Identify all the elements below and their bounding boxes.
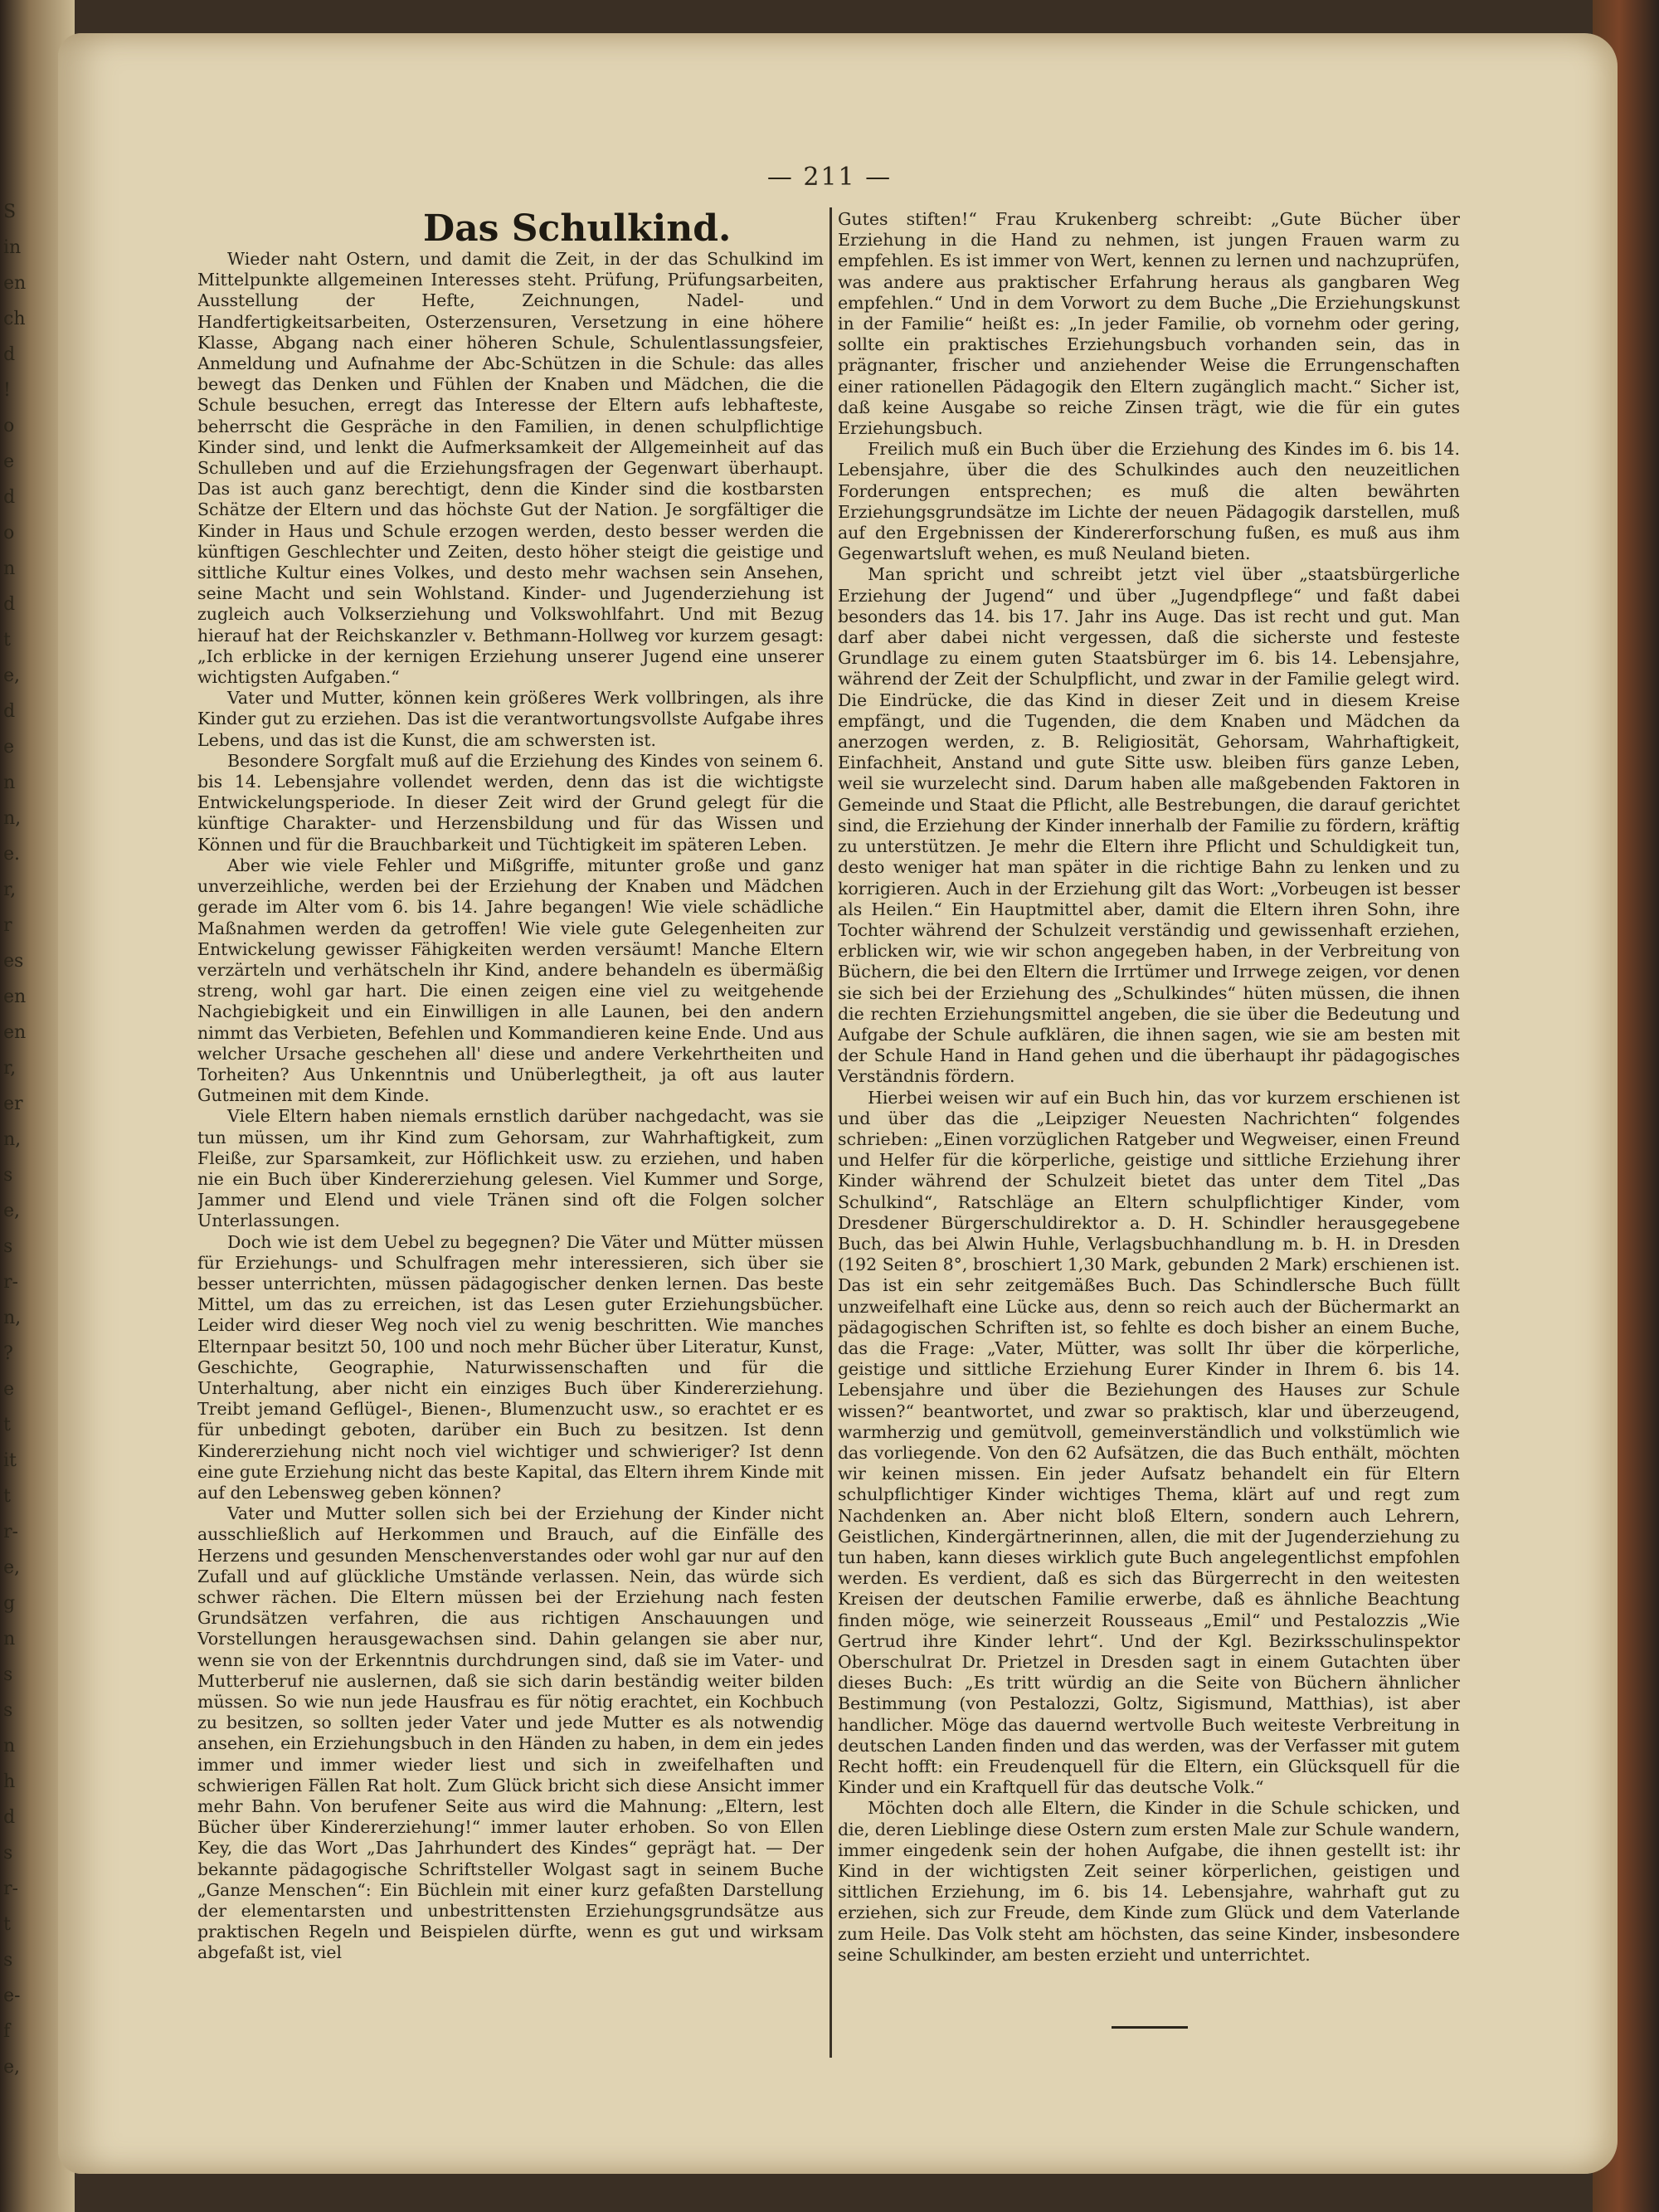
adjacent-page-fragment: ? xyxy=(3,1343,13,1364)
adjacent-page-fragment: r- xyxy=(3,1522,18,1542)
adjacent-page-fragment: e, xyxy=(3,1557,21,1578)
paragraph: Wieder naht Ostern, und damit die Zeit, in der das Schulkind im Mittelpunkte allgemeinen Interesses steht. Prüfung, Prüfungsarbeiten, Ausstellung der Hefte, Zeichnungen, Nadel- und Handfertigkeitsarbeiten, Osterzensuren, Versetzung in eine höhere Klasse, Abgang nach einer höheren Schule, Schulentlassungsfeier, Anmeldung und Aufnahme der Abc-Schützen in die Schule: das alles bewegt das Denken und Fühlen der Knaben und Mädchen, die die Schule besuchen, erregt das Interesse der Eltern aufs lebhafteste, beherrscht die Gespräche in den Familien, in denen schulpflichtige Kinder sind, und lenkt die Aufmerksamkeit der Allgemeinheit auf das Schulleben und auf die Erziehungsfragen der Gegenwart überhaupt. Das ist auch ganz berechtigt, denn die Kinder sind die kostbarsten Schätze der Eltern und das höchste Gut der Nation. Je sorgfältiger die Kinder in Haus und Schule erzogen werden, desto besser werden die künftigen Geschlechter und Zeiten, desto höher steigt die geistige und sittliche Kultur eines Volkes, und desto mehr wachsen sein Ansehen, seine Macht und sein Wohlstand. Kinder- und Jugenderziehung ist zugleich auch Volkserziehung und Volkswohlfahrt. Und mit Bezug hierauf hat der Reichskanzler v. Bethmann-Hollweg vor kurzem gesagt: „Ich erblicke in der kernigen Erziehung unserer Jugend eine unserer wichtigsten Aufgaben.“ xyxy=(197,249,824,688)
adjacent-page-fragment: n, xyxy=(3,808,22,829)
adjacent-page-fragment: d xyxy=(3,1807,16,1828)
paragraph: Vater und Mutter sollen sich bei der Erziehung der Kinder nicht ausschließlich auf Herkommen und Brauch, auf die Einfälle des Herzens und gesunden Menschenverstandes oder wohl gar nur auf den Zufall und auf glückliche Umstände verlassen. Nein, das würde sich schwer rächen. Die Eltern müssen bei der Erziehung nach festen Grundsätzen verfahren, die aus richtigen Anschauungen und Vorstellungen herausgewachsen sind. Dahin gelangen sie aber nur, wenn sie von der Erkenntnis durchdrungen sind, daß sie im Vater- und Mutterberuf nie auslernen, daß sie sich darin beständig weiter bilden müssen. So wie nun jede Hausfrau es für nötig erachtet, ein Kochbuch zu besitzen, so sollten jeder Vater und jede Mutter es als notwendig ansehen, ein Erziehungsbuch in den Händen zu haben, in dem ein jedes immer und immer wieder liest und sich in zweifelhaften und schwierigen Fällen Rat holt. Zum Glück bricht sich diese Ansicht immer mehr Bahn. Von berufener Seite aus wird die Mahnung: „Eltern, lest Bücher über Kindererziehung!“ immer lauter erhoben. So von Ellen Key, die das Wort „Das Jahrhundert des Kindes“ geprägt hat. — Der bekannte pädagogische Schriftsteller Wolgast sagt in seinem Buche „Ganze Menschen“: Ein Büchlein mit einer kurz gefaßten Darstellung der elementarsten und unbestrittensten Erziehungsgrundsätze aus praktischen Regeln und Beispielen dürfte, wenn es gut und wirksam abgefaßt ist, viel xyxy=(197,1503,824,1963)
adjacent-page-fragment: e xyxy=(3,451,15,472)
adjacent-page-fragment: d xyxy=(3,487,16,508)
adjacent-page-fragment: s xyxy=(3,1700,13,1721)
adjacent-page-fragment: n xyxy=(3,558,16,579)
adjacent-page-fragment: n, xyxy=(3,1129,22,1150)
adjacent-page-fragment: r- xyxy=(3,1878,18,1899)
adjacent-page-fragment: t xyxy=(3,1415,11,1435)
adjacent-page-fragment: r, xyxy=(3,1058,17,1079)
adjacent-page-fragment: e, xyxy=(3,2057,21,2078)
paragraph: Viele Eltern haben niemals ernstlich darüber nachgedacht, was sie tun müssen, um ihr Kind zum Gehorsam, zur Wahrhaftigkeit, zum Fleiße, zur Sparsamkeit, zur Höflichkeit usw. zu erziehen, und haben nie ein Buch über Kindererziehung gelesen. Viel Kummer und Sorge, Jammer und Elend und viele Tränen sind oft die Folgen solcher Unterlassungen. xyxy=(197,1106,824,1231)
adjacent-page-fragment: es xyxy=(3,951,24,972)
adjacent-page-fragment: e xyxy=(3,1379,15,1400)
adjacent-page-fragment: it xyxy=(3,1450,17,1471)
paragraph: Hierbei weisen wir auf ein Buch hin, das vor kurzem erschienen ist und über das die „Leipziger Neuesten Nachrichten“ folgendes schrieben: „Einen vorzüglichen Ratgeber und Wegweiser, einen Freund und Helfer für die körperliche, geistige und sittliche Erziehung ihrer Kinder während der Schulzeit bietet das unter dem Titel „Das Schulkind“, Ratschläge an Eltern schulpflichtiger Kinder, vom Dresdener Bürgerschuldirektor a. D. H. Schindler herausgegebene Buch, das bei Alwin Huhle, Verlagsbuchhandlung m. b. H. in Dresden (192 Seiten 8°, broschiert 1,30 Mark, gebunden 2 Mark) erschienen ist. Das ist ein sehr zeitgemäßes Buch. Das Schindlersche Buch füllt unzweifelhaft eine Lücke aus, denn so reich auch der Büchermarkt an pädagogischen Schriften ist, so fehlte es doch bisher an einem Buche, das die Frage: „Vater, Mütter, was sollt Ihr über die körperliche, geistige und sittliche Erziehung Eurer Kinder in Ihrem 6. bis 14. Lebensjahre und über die Beziehungen des Hauses zur Schule wissen?“ beantwortet, und zwar so praktisch, klar und überzeugend, warmherzig und gemütvoll, gemeinverständlich und volkstümlich wie das vorliegende. Von den 62 Aufsätzen, die das Buch enthält, möchten wir keinen missen. Ein jeder Aufsatz behandelt ein für Eltern schulpflichtiger Kinder wichtiges Thema, klärt auf und regt zum Nachdenken an. Aber nicht bloß Eltern, sondern auch Lehrern, Geistlichen, Kindergärtnerinnen, allen, die mit der Jugenderziehung zu tun haben, kann dieses wirklich gute Buch angelegentlichst empfohlen werden. Es verdient, daß es sich das Bürgerrecht in den weitesten Kreisen der deutschen Familie erwerbe, daß es ähnliche Beachtung finden möge, wie seinerzeit Rousseaus „Emil“ und Pestalozzis „Wie Gertrud ihre Kinder lehrt“. Und der Kgl. Bezirksschulinspektor Oberschulrat Dr. Prietzel in Dresden sagt in einem Gutachten über dieses Buch: „Es tritt würdig an die Seite von Büchern ähnlicher Bestimmung (von Pestalozzi, Goltz, Sigismund, Matthias), ist aber handlicher. Möge das dauernd wertvolle Buch weiteste Verbreitung in deutschen Landen finden und das werden, was der Verfasser mit gutem Recht hofft: ein Freudenquell für die Eltern, ein Glücksquell für die Kinder und ein Kraftquell für das deutsche Volk.“ xyxy=(838,1087,1460,1798)
paragraph: Gutes stiften!“ Frau Krukenberg schreibt: „Gute Bücher über Erziehung in die Hand zu nehmen, ist jungen Frauen warm zu empfehlen. Es ist immer von Wert, kennen zu lernen und nachzuprüfen, was andere aus praktischer Erfahrung heraus als gangbaren Weg empfehlen.“ Und in dem Vorwort zu dem Buche „Die Erziehungskunst in der Familie“ heißt es: „In jeder Familie, ob vornehm oder gering, sollte ein praktisches Erziehungsbuch vorhanden sein, das in prägnanter, frischer und anziehender Weise die Errungenschaften einer rationellen Pädagogik den Eltern zugänglich macht.“ Sicher ist, daß keine Ausgabe so reiche Zinsen trägt, wie die für ein gutes Erziehungsbuch. xyxy=(838,209,1460,439)
adjacent-page-fragment: o xyxy=(3,416,15,436)
page-number: — 211 — xyxy=(766,163,893,192)
paragraph: Aber wie viele Fehler und Mißgriffe, mitunter große und ganz unverzeihliche, werden bei der Erziehung der Knaben und Mädchen gerade im Alter vom 6. bis 14. Jahre begangen! Wie viele schädliche Maßnahmen werden da getroffen! Wie viele gute Gelegenheiten zur Entwickelung gewisser Fähigkeiten werden versäumt! Manche Eltern verzärteln und verhätscheln ihr Kind, andere behandeln es übermäßig streng, wohl gar hart. Die einen zeigen eine viel zu weitgehende Nachgiebigkeit und ein Einwilligen in alle Launen, bei den andern nimmt das Verbieten, Befehlen und Kommandieren keine Ende. Und aus welcher Ursache geschehen all' diese und andere Verkehrtheiten und Torheiten? Aus Unkenntnis und Unüberlegtheit, ja oft aus lauter Gutmeinen mit dem Kinde. xyxy=(197,855,824,1106)
adjacent-page-fragment: h xyxy=(3,1771,16,1792)
adjacent-page-fragment: d xyxy=(3,701,16,722)
adjacent-page-fragment: s xyxy=(3,1165,13,1186)
adjacent-page-fragment: n, xyxy=(3,1308,22,1328)
adjacent-page-fragment: n xyxy=(3,1629,16,1649)
adjacent-page-fragment: t xyxy=(3,1914,11,1935)
adjacent-page-fragment: r- xyxy=(3,1272,18,1293)
adjacent-page-fragment: o xyxy=(3,523,15,543)
column-divider xyxy=(830,207,832,2058)
left-column xyxy=(197,249,824,2066)
adjacent-page-fragment: s xyxy=(3,1236,13,1257)
adjacent-page-fragment: ! xyxy=(3,380,11,401)
adjacent-page-fragment: e- xyxy=(3,1985,21,2006)
adjacent-page-fragment: er xyxy=(3,1094,23,1114)
adjacent-page-fragment: in xyxy=(3,237,22,258)
adjacent-page-fragment: s xyxy=(3,1843,13,1864)
paragraph: Vater und Mutter, können kein größeres Werk vollbringen, als ihre Kinder gut zu erziehen. Das ist die verantwortungsvollste Aufgabe ihres Lebens, und das ist die Kunst, die am schwersten ist. xyxy=(197,688,824,750)
end-rule xyxy=(1112,2026,1188,2029)
adjacent-page-fragment: e. xyxy=(3,844,21,865)
adjacent-page-fragment: en xyxy=(3,1022,27,1043)
adjacent-page-fragment: e, xyxy=(3,665,21,686)
adjacent-page-fragment: e xyxy=(3,737,15,758)
adjacent-page-fragment: n xyxy=(3,1736,16,1756)
paragraph: Doch wie ist dem Uebel zu begegnen? Die Väter und Mütter müssen für Erziehungs- und Schulfragen mehr interessieren, sich über sie besser unterrichten, müssen pädagogischer denken lernen. Das beste Mittel, um das zu erreichen, ist das Lesen guter Erziehungsbücher. Leider wird dieser Weg noch viel zu wenig beschritten. Wie manches Elternpaar besitzt 50, 100 und noch mehr Bücher über Literatur, Kunst, Geschichte, Geographie, Naturwissenschaften und für die Unterhaltung, aber nicht ein einziges Buch über Kindererziehung. Treibt jemand Geflügel-, Bienen-, Blumenzucht usw., so erachtet er es für unbedingt geboten, darüber ein Buch zu besitzen. Ist denn Kindererziehung nicht noch viel wichtiger und schwieriger? Ist denn eine gute Erziehung nicht das beste Kapital, das Eltern ihrem Kinde mit auf den Lebensweg geben können? xyxy=(197,1231,824,1503)
paragraph: Besondere Sorgfalt muß auf die Erziehung des Kindes von seinem 6. bis 14. Lebensjahre vollendet werden, denn das ist die wichtigste Entwickelungsperiode. In dieser Zeit wird der Grund gelegt für die künftige Charakter- und Herzensbildung und für das Wissen und Können und für die Brauchbarkeit und Tüchtigkeit im späteren Leben. xyxy=(197,750,824,855)
adjacent-page-fragment: t xyxy=(3,630,11,650)
adjacent-page-fragment: e, xyxy=(3,1201,21,1221)
adjacent-page-fragment: t xyxy=(3,1486,11,1507)
adjacent-page-fragment: S xyxy=(3,202,17,222)
adjacent-page-fragment: ch xyxy=(3,309,26,329)
adjacent-page-fragment: r, xyxy=(3,879,17,900)
adjacent-page-fragment: g xyxy=(3,1593,16,1614)
paragraph: Möchten doch alle Eltern, die Kinder in die Schule schicken, und die, deren Lieblinge diese Ostern zum ersten Male zur Schule wandern, immer eingedenk sein der hohen Aufgabe, die ihnen gestellt ist: ihr Kind in der wichtigsten Zeit seiner körperlichen, geistigen und sittlichen Erziehung, im 6. bis 14. Lebensjahre, wahrhaft gut zu erziehen, sich zur Freude, dem Kinde zum Glück und dem Vaterlande zum Heile. Das Volk steht am höchsten, das seine Kinder, insbesondere seine Schulkinder, am besten erzieht und unterrichtet. xyxy=(838,1798,1460,1965)
adjacent-page-fragment: s xyxy=(3,1664,13,1685)
article-title: Das Schulkind. xyxy=(423,207,732,250)
adjacent-page-fragment: n xyxy=(3,772,16,793)
adjacent-page-fragment: en xyxy=(3,987,27,1007)
paragraph: Man spricht und schreibt jetzt viel über „staatsbürgerliche Erziehung der Jugend“ und über „Jugendpflege“ und faßt dabei besonders das 14. bis 17. Jahr ins Auge. Das ist recht und gut. Man darf aber dabei nicht vergessen, daß die sicherste und festeste Grundlage zu einem guten Staatsbürger im 6. bis 14. Lebensjahre, während der Zeit der Schulpflicht, und zwar in der Familie gelegt wird. Die Eindrücke, die das Kind in dieser Zeit und in diesem Kreise empfängt, und die Tugenden, die dem Knaben und Mädchen da anerzogen werden, z. B. Religiosität, Gehorsam, Wahrhaftigkeit, Einfachheit, Anstand und gute Sitte usw. bleiben fürs ganze Leben, weil sie wurzelecht sind. Darum haben alle maßgebenden Faktoren in Gemeinde und Staat die Pflicht, alle Bestrebungen, die darauf gerichtet sind, die Erziehung der Kinder innerhalb der Familie zu fördern, kräftig zu unterstützen. Je mehr die Eltern ihre Pflicht und Schuldigkeit tun, desto weniger hat man später in die richtige Bahn zu lenken und zu korrigieren. Auch in der Erziehung gilt das Wort: „Vorbeugen ist besser als Heilen.“ Ein Hauptmittel aber, damit die Eltern ihren Sohn, ihre Tochter während der Schulzeit verständig und gewissenhaft erziehen, erblicken wir, wie wir schon angegeben haben, in der Verbreitung von Büchern, die bei den Eltern die Irrtümer und Irrwege zeigen, vor denen sie sich bei der Erziehung des „Schulkindes“ hüten müssen, die ihnen die rechten Erziehungsmittel angeben, die sie über die Bedeutung und Aufgabe der Schule aufklären, die ihnen sagen, wie sie am besten mit der Schule Hand in Hand gehen und die überhaupt ihr pädagogisches Verständnis fördern. xyxy=(838,564,1460,1087)
paragraph: Freilich muß ein Buch über die Erziehung des Kindes im 6. bis 14. Lebensjahre, über die des Schulkindes auch den neuzeitlichen Forderungen entsprechen; es muß die alten bewährten Erziehungsgrundsätze im Lichte der neuen Pädagogik darstellen, muß auf den Ergebnissen der Kindererforschung fußen, es muß aus ihm Gegenwartsluft wehen, es muß Neuland bieten. xyxy=(838,439,1460,564)
adjacent-page-fragment: f xyxy=(3,2021,11,2042)
adjacent-page-fragment: en xyxy=(3,273,27,294)
adjacent-page-fragment: d xyxy=(3,594,16,615)
adjacent-page-fragment: d xyxy=(3,344,16,365)
adjacent-page-fragment: s xyxy=(3,1950,13,1971)
right-column xyxy=(838,209,1460,2034)
adjacent-page-fragment: r xyxy=(3,915,12,936)
